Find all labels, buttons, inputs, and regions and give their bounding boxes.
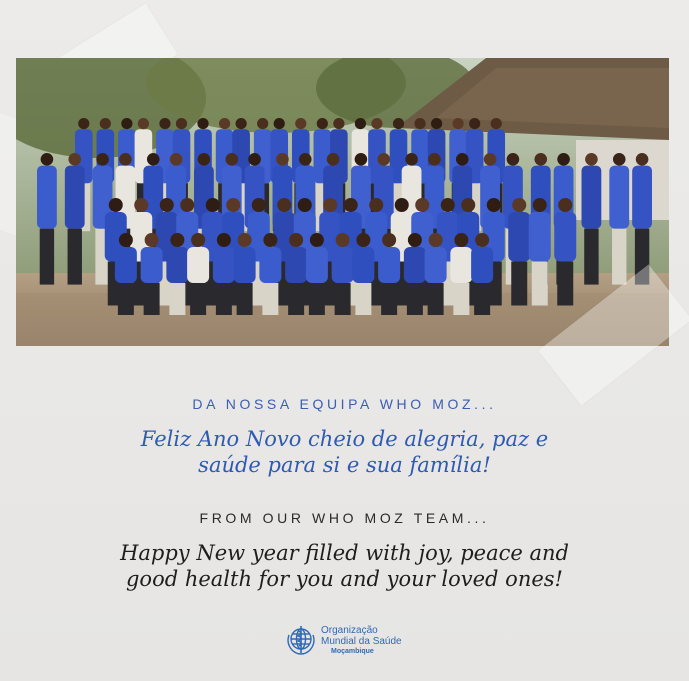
english-message-line-1: Happy New year filled with joy, peace and [120,541,569,565]
english-message-line-2: good health for you and your loved ones! [125,567,563,591]
logo-line-1: Organização [321,625,378,636]
portuguese-message-line-1: Feliz Ano Novo cheio de alegria, paz e [140,427,549,451]
portuguese-heading: DA NOSSA EQUIPA WHO MOZ... [192,396,497,412]
who-logo [284,623,414,663]
who-emblem-icon [284,623,318,657]
portuguese-message-line-2: saúde para si e sua família! [198,453,491,477]
logo-line-2: Mundial da Saúde [321,636,402,647]
english-heading: FROM OUR WHO MOZ TEAM... [199,510,490,526]
logo-country: Moçambique [331,648,374,655]
team-photo [16,58,669,346]
